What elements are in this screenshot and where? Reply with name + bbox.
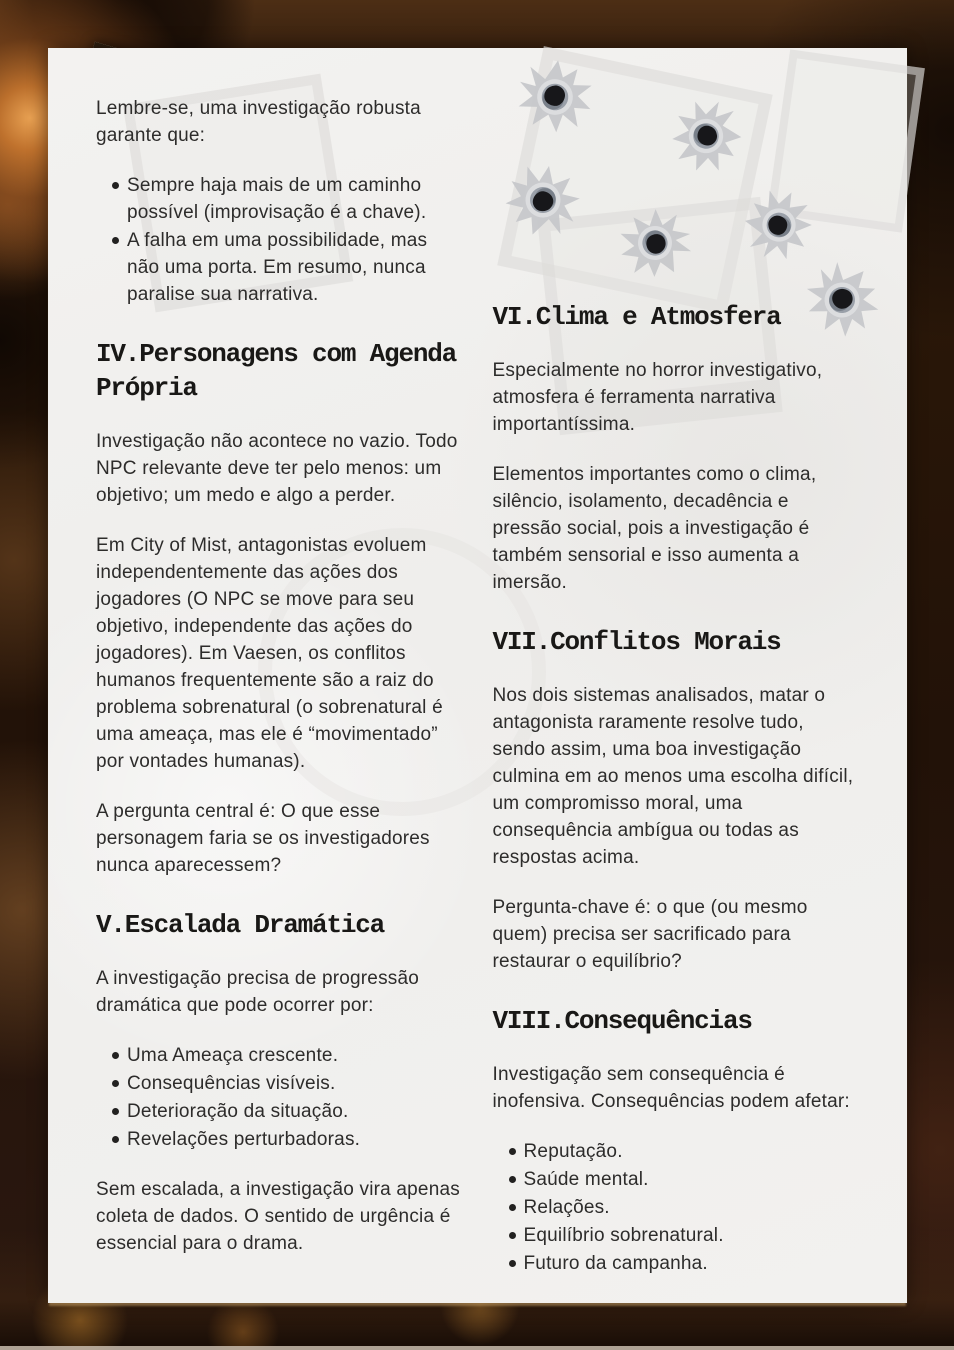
paragraph: Investigação não acontece no vazio. Todo NPC relevante deve ter pelo menos: um objetivo; um medo e algo a perder. — [96, 431, 458, 506]
paragraph: A pergunta central é: O que esse personagem faria se os investigadores nunca aparecessem? — [96, 801, 430, 876]
list-item: Sempre haja mais de um caminho possível (improvisação é a chave). — [112, 172, 463, 226]
list-item: Revelações perturbadoras. — [112, 1126, 463, 1153]
list-item: Reputação. — [509, 1138, 860, 1165]
paragraph: Elementos importantes como o clima, silêncio, isolamento, decadência e pressão social, pois a investigação é também sensorial e isso aumenta a imersão. — [492, 464, 817, 593]
section-heading-personagens: IV.Personagens com Agenda Própria — [96, 339, 457, 403]
list-item: Saúde mental. — [509, 1166, 860, 1193]
escalada-bullet-list — [96, 1042, 463, 1153]
list-item: Equilíbrio sobrenatural. — [509, 1222, 860, 1249]
paragraph: Investigação sem consequência é inofensiva. Consequências podem afetar: — [492, 1064, 850, 1112]
list-item: Deterioração da situação. — [112, 1098, 463, 1125]
list-item: A falha em uma possibilidade, mas não uma porta. Em resumo, nunca paralise sua narrativa. — [112, 227, 463, 308]
list-item: Futuro da campanha. — [509, 1250, 860, 1277]
list-item: Consequências visíveis. — [112, 1070, 463, 1097]
section-heading-consequencias: VIII.Consequências — [492, 1006, 752, 1036]
paragraph: Sem escalada, a investigação vira apenas coleta de dados. O sentido de urgência é essencial para o drama. — [96, 1179, 460, 1254]
intro-bullet-list — [96, 172, 463, 308]
document-page — [48, 48, 907, 1303]
two-column-layout — [48, 48, 907, 1277]
section-heading-escalada: V.Escalada Dramática — [96, 910, 385, 940]
right-column — [493, 95, 860, 1277]
paragraph: Especialmente no horror investigativo, atmosfera é ferramenta narrativa importantíssima. — [492, 360, 823, 435]
paragraph: Nos dois sistemas analisados, matar o antagonista raramente resolve tudo, sendo assim, uma boa investigação culmina em ao menos uma escolha difícil, um compromisso moral, uma consequência ambígua ou todas as respostas acima. — [492, 685, 854, 868]
intro-paragraph: Lembre-se, uma investigação robusta garante que: — [96, 98, 421, 146]
list-item: Relações. — [509, 1194, 860, 1221]
section-heading-conflitos: VII.Conflitos Morais — [492, 627, 781, 657]
list-item: Uma Ameaça crescente. — [112, 1042, 463, 1069]
left-column — [96, 95, 463, 1277]
section-heading-clima: VI.Clima e Atmosfera — [492, 302, 781, 332]
paragraph: Em City of Mist, antagonistas evoluem independentemente das ações dos jogadores (O NPC se move para seu objetivo, independente das ações do jogadores). Em Vaesen, os conflitos humanos frequentemente são a raiz do problema sobrenatural (o sobrenatural é uma ameaça, mas ele é “movimentado” por vontades humanas). — [96, 535, 443, 772]
paragraph: Pergunta-chave é: o que (ou mesmo quem) precisa ser sacrificado para restaurar o equilíbrio? — [492, 897, 808, 972]
desk-edge-highlight — [0, 1346, 954, 1350]
consequencias-bullet-list — [493, 1138, 860, 1277]
paragraph: A investigação precisa de progressão dramática que pode ocorrer por: — [96, 968, 420, 1016]
